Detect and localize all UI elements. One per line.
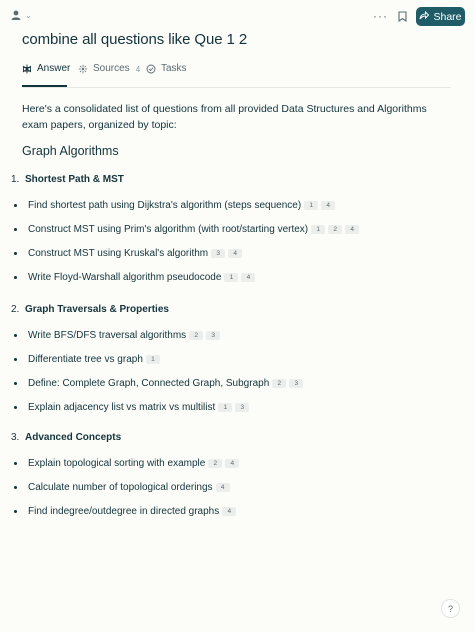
list-item-text: Construct MST using Kruskal's algorithm bbox=[28, 248, 209, 259]
bullet-icon bbox=[14, 228, 17, 231]
list-item-text: Explain adjacency list vs matrix vs multilist bbox=[28, 402, 216, 413]
tasks-icon bbox=[146, 64, 156, 74]
chevron-down-icon: ⌄ bbox=[25, 10, 32, 20]
bullet-icon bbox=[14, 462, 17, 465]
citation-badge[interactable]: 4 bbox=[241, 273, 255, 282]
citation-badge[interactable]: 4 bbox=[321, 201, 335, 210]
bullet-icon bbox=[14, 406, 17, 409]
user-icon bbox=[9, 8, 23, 22]
citation-badge[interactable]: 3 bbox=[235, 403, 249, 412]
citation-badge[interactable]: 4 bbox=[216, 483, 230, 492]
list-item-text: Write Floyd-Warshall algorithm pseudocode bbox=[28, 272, 222, 283]
citation-badge[interactable]: 1 bbox=[224, 273, 238, 282]
answer-intro: Here's a consolidated list of questions from all provided Data Structures and Algorithms exam papers, organized by topic: bbox=[22, 103, 427, 131]
sources-icon bbox=[78, 64, 88, 74]
citation-badge[interactable]: 2 bbox=[208, 459, 222, 468]
section-number: 1. bbox=[11, 174, 20, 185]
list-item-text: Calculate number of topological orderings bbox=[28, 482, 213, 493]
section-heading: Graph Algorithms bbox=[22, 144, 119, 158]
bullet-icon bbox=[14, 252, 17, 255]
bullet-icon bbox=[14, 204, 17, 207]
list-item bbox=[14, 506, 236, 517]
top-bar bbox=[0, 0, 474, 32]
perplexity-icon bbox=[22, 64, 32, 74]
section-number: 3. bbox=[11, 432, 20, 443]
list-item-text: Write BFS/DFS traversal algorithms bbox=[28, 330, 187, 341]
citation-badge[interactable]: 2 bbox=[272, 379, 286, 388]
list-item bbox=[14, 248, 242, 259]
list-item-text: Find indegree/outdegree in directed graphs bbox=[28, 506, 220, 517]
section-title bbox=[11, 304, 169, 315]
list-item-text: Construct MST using Prim's algorithm (with root/starting vertex) bbox=[28, 224, 309, 235]
list-item bbox=[14, 482, 230, 493]
citation-badge[interactable]: 4 bbox=[225, 459, 239, 468]
tab-tasks-label: Tasks bbox=[161, 63, 187, 74]
list-item bbox=[14, 224, 359, 235]
list-item bbox=[14, 458, 239, 469]
list-item-text: Differentiate tree vs graph bbox=[28, 354, 143, 365]
list-item-text: Find shortest path using Dijkstra's algorithm (steps sequence) bbox=[28, 200, 302, 211]
bullet-icon bbox=[14, 486, 17, 489]
citation-badge[interactable]: 1 bbox=[304, 201, 318, 210]
citation-badge[interactable]: 2 bbox=[189, 331, 203, 340]
list-item bbox=[14, 330, 220, 341]
list-item bbox=[14, 272, 255, 283]
tab-answer[interactable] bbox=[22, 63, 71, 87]
tab-sources[interactable] bbox=[78, 63, 140, 86]
share-label: Share bbox=[433, 10, 462, 23]
section-number: 2. bbox=[11, 304, 20, 315]
account-menu[interactable] bbox=[9, 8, 32, 22]
share-button[interactable] bbox=[416, 7, 465, 26]
citation-badge[interactable]: 3 bbox=[211, 249, 225, 258]
section-title-text: Graph Traversals & Properties bbox=[25, 304, 169, 315]
section-title bbox=[11, 174, 124, 185]
list-item-text: Define: Complete Graph, Connected Graph, Subgraph bbox=[28, 378, 270, 389]
citation-badge[interactable]: 3 bbox=[206, 331, 220, 340]
tab-tasks[interactable] bbox=[146, 63, 187, 86]
citation-badge[interactable]: 1 bbox=[311, 225, 325, 234]
tab-answer-label: Answer bbox=[37, 63, 71, 74]
section-title bbox=[11, 432, 121, 443]
citation-badge[interactable]: 1 bbox=[146, 355, 160, 364]
section-title-text: Shortest Path & MST bbox=[25, 174, 124, 185]
citation-badge[interactable]: 4 bbox=[228, 249, 242, 258]
share-icon bbox=[419, 11, 429, 23]
more-options-button[interactable]: ··· bbox=[373, 9, 388, 23]
sources-count: 4 bbox=[135, 65, 141, 74]
citation-badge[interactable]: 3 bbox=[289, 379, 303, 388]
list-item bbox=[14, 378, 303, 389]
section-title-text: Advanced Concepts bbox=[25, 432, 122, 443]
tab-sources-label: Sources bbox=[93, 63, 130, 74]
list-item-text: Explain topological sorting with example bbox=[28, 458, 206, 469]
list-item bbox=[14, 354, 160, 365]
citation-badge[interactable]: 1 bbox=[218, 403, 232, 412]
help-button[interactable]: ? bbox=[441, 599, 460, 618]
citation-badge[interactable]: 2 bbox=[328, 225, 342, 234]
bullet-icon bbox=[14, 510, 17, 513]
tab-bar bbox=[22, 63, 451, 88]
bullet-icon bbox=[14, 334, 17, 337]
citation-badge[interactable]: 4 bbox=[222, 507, 236, 516]
thread-title: combine all questions like Que 1 2 bbox=[22, 31, 248, 48]
bullet-icon bbox=[14, 382, 17, 385]
list-item bbox=[14, 200, 335, 211]
bullet-icon bbox=[14, 358, 17, 361]
bookmark-icon[interactable] bbox=[395, 8, 409, 24]
citation-badge[interactable]: 4 bbox=[345, 225, 359, 234]
bullet-icon bbox=[14, 276, 17, 279]
list-item bbox=[14, 402, 249, 413]
